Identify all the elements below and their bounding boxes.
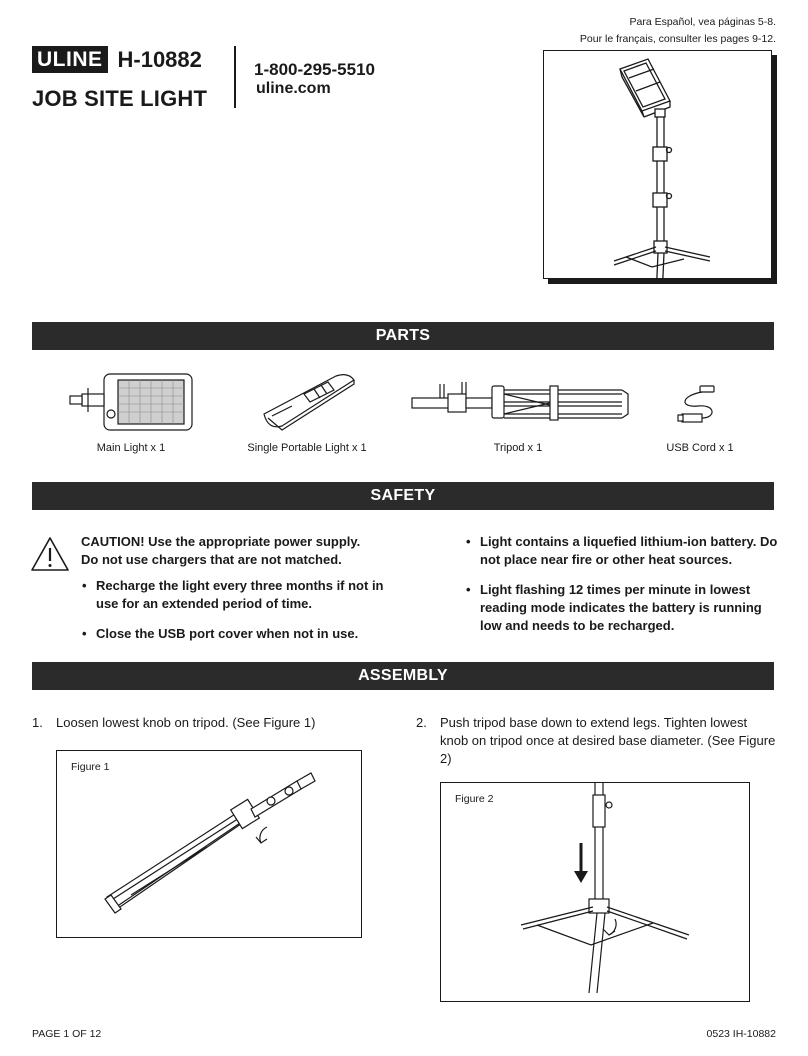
- tripod-extended-icon: [441, 783, 751, 1003]
- part-usb-cord-label: USB Cord x 1: [666, 442, 734, 454]
- tripod-folded-icon: [57, 751, 363, 939]
- safety-list-left: [82, 577, 392, 655]
- tripod-icon: [404, 372, 632, 432]
- safety-bullet: • Light contains a liquefied lithium-ion battery. Do not place near fire or other heat sources.: [466, 533, 778, 569]
- safety-header: SAFETY: [32, 482, 774, 510]
- step-number: 1.: [32, 715, 43, 730]
- portable-light-icon: [256, 368, 360, 438]
- part-tripod: [404, 372, 632, 432]
- website: uline.com: [256, 80, 331, 97]
- header-divider: [234, 46, 236, 108]
- part-main-light: [66, 368, 196, 438]
- part-main-light-label: Main Light x 1: [96, 442, 166, 454]
- assembly-header: ASSEMBLY: [32, 662, 774, 690]
- safety-bullet: • Close the USB port cover when not in use.: [82, 625, 392, 643]
- document-code: 0523 IH-10882: [706, 1028, 776, 1040]
- down-arrow-icon: [574, 871, 588, 883]
- main-light-icon: [66, 368, 196, 438]
- uline-logo: ULINE: [32, 46, 108, 73]
- figure-2: [440, 782, 750, 1002]
- safety-bullet: • Recharge the light every three months if not in use for an extended period of time.: [82, 577, 392, 613]
- assembly-step-1: [32, 714, 382, 732]
- usb-cord-icon: [676, 384, 722, 428]
- figure-1: [56, 750, 362, 938]
- brand-header: [32, 46, 202, 73]
- model-number: H-10882: [117, 46, 202, 72]
- step-text: Loosen lowest knob on tripod. (See Figure 1): [56, 715, 316, 730]
- french-note: Pour le français, consulter les pages 9-12.: [579, 33, 776, 45]
- product-illustration: [543, 50, 772, 279]
- safety-bullet: • Light flashing 12 times per minute in lowest reading mode indicates the battery is running low and needs to be recharged.: [466, 581, 778, 635]
- assembly-step-2: [416, 714, 778, 768]
- language-note: [580, 14, 776, 48]
- parts-header: PARTS: [32, 322, 774, 350]
- warning-triangle-icon: [30, 536, 70, 572]
- safety-list-right: [466, 533, 778, 647]
- caution-statement: CAUTION! Use the appropriate power supply. Do not use chargers that are not matched.: [81, 534, 361, 567]
- part-portable-light: [256, 368, 360, 438]
- part-usb-cord: [676, 384, 722, 428]
- spanish-note: Para Español, vea páginas 5-8.: [629, 16, 776, 28]
- product-title: JOB SITE LIGHT: [32, 86, 208, 111]
- page-number: PAGE 1 OF 12: [32, 1028, 102, 1040]
- part-portable-light-label: Single Portable Light x 1: [247, 442, 367, 454]
- job-site-light-icon: [544, 51, 773, 280]
- figure-1-label: Figure 1: [71, 761, 110, 773]
- part-tripod-label: Tripod x 1: [493, 442, 543, 454]
- step-text: Push tripod base down to extend legs. Tighten lowest knob on tripod once at desired base diameter. (See Figure 2): [440, 715, 776, 766]
- step-number: 2.: [416, 715, 427, 730]
- phone-number: 1-800-295-5510: [254, 60, 375, 79]
- figure-2-label: Figure 2: [455, 793, 494, 805]
